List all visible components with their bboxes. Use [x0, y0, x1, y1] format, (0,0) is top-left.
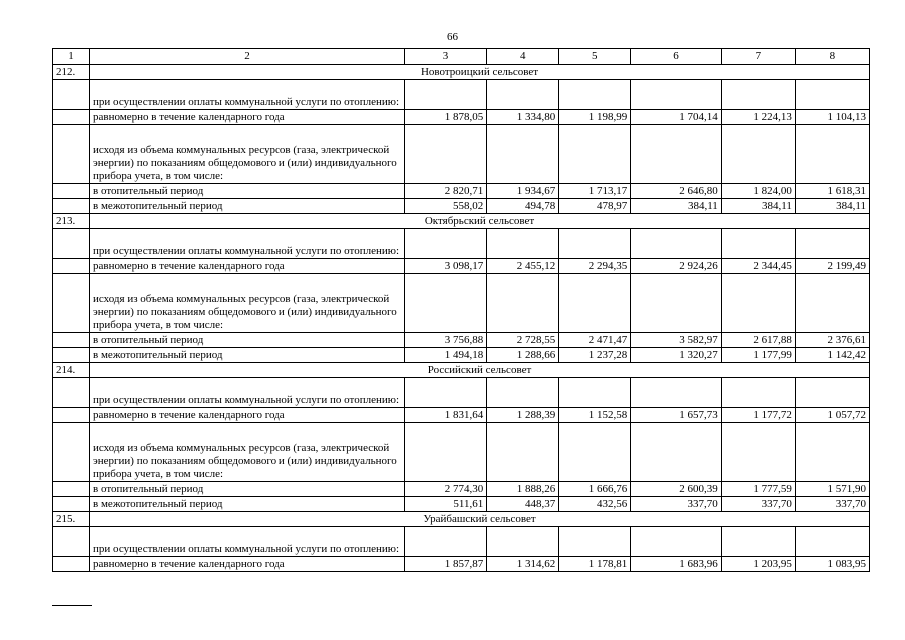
- value-cell: 384,11: [631, 199, 722, 214]
- value-cell: 2 471,47: [559, 333, 631, 348]
- table-row: [53, 80, 870, 110]
- bottom-rule: [52, 605, 92, 606]
- value-cell: [721, 229, 795, 259]
- value-cell: [404, 378, 486, 408]
- value-cell: [631, 378, 722, 408]
- table-row: [53, 482, 870, 497]
- value-cell: [721, 527, 795, 557]
- value-cell: 384,11: [795, 199, 869, 214]
- value-cell: [487, 274, 559, 333]
- table-row: [53, 408, 870, 423]
- value-cell: [487, 80, 559, 110]
- value-cell: [795, 125, 869, 184]
- value-cell: 1 713,17: [559, 184, 631, 199]
- value-cell: 1 494,18: [404, 348, 486, 363]
- value-cell: [487, 378, 559, 408]
- value-cell: 1 224,13: [721, 110, 795, 125]
- row-label: исходя из объема коммунальных ресурсов (газа, электрической энергии) по показаниям общедомового и (или) индивидуального прибора учета, в том числе:: [90, 274, 405, 333]
- value-cell: [631, 527, 722, 557]
- value-cell: 432,56: [559, 497, 631, 512]
- value-cell: 1 824,00: [721, 184, 795, 199]
- value-cell: 1 683,96: [631, 557, 722, 572]
- table-row: [53, 497, 870, 512]
- section-row: [53, 512, 870, 527]
- value-cell: 1 618,31: [795, 184, 869, 199]
- empty-cell: [53, 423, 90, 482]
- value-cell: 384,11: [721, 199, 795, 214]
- section-number: 212.: [53, 65, 90, 80]
- section-number: 213.: [53, 214, 90, 229]
- column-header: 4: [487, 49, 559, 65]
- value-cell: [795, 229, 869, 259]
- value-cell: [795, 274, 869, 333]
- row-label: при осуществлении оплаты коммунальной услуги по отоплению:: [90, 378, 405, 408]
- empty-cell: [53, 125, 90, 184]
- row-label: при осуществлении оплаты коммунальной услуги по отоплению:: [90, 229, 405, 259]
- value-cell: [404, 229, 486, 259]
- value-cell: 3 098,17: [404, 259, 486, 274]
- value-cell: [559, 423, 631, 482]
- table-row: [53, 125, 870, 184]
- column-header: 2: [90, 49, 405, 65]
- row-label: в отопительный период: [90, 184, 405, 199]
- value-cell: [487, 229, 559, 259]
- row-label: равномерно в течение календарного года: [90, 259, 405, 274]
- column-header: 1: [53, 49, 90, 65]
- value-cell: [795, 423, 869, 482]
- value-cell: 1 657,73: [631, 408, 722, 423]
- value-cell: [559, 378, 631, 408]
- value-cell: [559, 274, 631, 333]
- value-cell: 2 455,12: [487, 259, 559, 274]
- header-row: [53, 49, 870, 65]
- value-cell: 2 376,61: [795, 333, 869, 348]
- value-cell: [721, 423, 795, 482]
- value-cell: [487, 527, 559, 557]
- row-label: равномерно в течение календарного года: [90, 408, 405, 423]
- value-cell: [721, 125, 795, 184]
- table-row: [53, 274, 870, 333]
- table-row: [53, 348, 870, 363]
- page-number: 66: [447, 31, 458, 43]
- value-cell: 1 666,76: [559, 482, 631, 497]
- column-header: 3: [404, 49, 486, 65]
- value-cell: [721, 274, 795, 333]
- value-cell: 1 934,67: [487, 184, 559, 199]
- empty-cell: [53, 229, 90, 259]
- row-label: исходя из объема коммунальных ресурсов (газа, электрической энергии) по показаниям общедомового и (или) индивидуального прибора учета, в том числе:: [90, 125, 405, 184]
- value-cell: 494,78: [487, 199, 559, 214]
- value-cell: [559, 80, 631, 110]
- value-cell: 1 178,81: [559, 557, 631, 572]
- value-cell: 1 152,58: [559, 408, 631, 423]
- value-cell: 1 857,87: [404, 557, 486, 572]
- section-row: [53, 65, 870, 80]
- row-label: при осуществлении оплаты коммунальной услуги по отоплению:: [90, 80, 405, 110]
- value-cell: 1 057,72: [795, 408, 869, 423]
- empty-cell: [53, 482, 90, 497]
- value-cell: 1 203,95: [721, 557, 795, 572]
- section-row: [53, 363, 870, 378]
- row-label: исходя из объема коммунальных ресурсов (газа, электрической энергии) по показаниям общедомового и (или) индивидуального прибора учета, в том числе:: [90, 423, 405, 482]
- empty-cell: [53, 557, 90, 572]
- value-cell: 2 820,71: [404, 184, 486, 199]
- value-cell: 1 704,14: [631, 110, 722, 125]
- table-row: [53, 199, 870, 214]
- tariff-table: [52, 48, 870, 572]
- table-row: [53, 229, 870, 259]
- section-number: 215.: [53, 512, 90, 527]
- value-cell: 1 288,39: [487, 408, 559, 423]
- value-cell: 448,37: [487, 497, 559, 512]
- value-cell: 2 617,88: [721, 333, 795, 348]
- row-label: равномерно в течение календарного года: [90, 557, 405, 572]
- value-cell: [559, 229, 631, 259]
- value-cell: 2 774,30: [404, 482, 486, 497]
- value-cell: 2 646,80: [631, 184, 722, 199]
- value-cell: [795, 80, 869, 110]
- row-label: в межотопительный период: [90, 497, 405, 512]
- value-cell: 1 237,28: [559, 348, 631, 363]
- value-cell: [404, 423, 486, 482]
- value-cell: 1 878,05: [404, 110, 486, 125]
- value-cell: 2 294,35: [559, 259, 631, 274]
- value-cell: [631, 80, 722, 110]
- table-row: [53, 378, 870, 408]
- empty-cell: [53, 378, 90, 408]
- value-cell: 337,70: [795, 497, 869, 512]
- value-cell: [721, 80, 795, 110]
- section-name: Новотроицкий сельсовет: [90, 65, 870, 80]
- value-cell: [795, 378, 869, 408]
- section-name: Октябрьский сельсовет: [90, 214, 870, 229]
- value-cell: 1 831,64: [404, 408, 486, 423]
- table-row: [53, 110, 870, 125]
- value-cell: 1 888,26: [487, 482, 559, 497]
- value-cell: 3 582,97: [631, 333, 722, 348]
- table-row: [53, 557, 870, 572]
- value-cell: [795, 527, 869, 557]
- empty-cell: [53, 527, 90, 557]
- value-cell: [404, 125, 486, 184]
- row-label: в межотопительный период: [90, 199, 405, 214]
- value-cell: 1 083,95: [795, 557, 869, 572]
- value-cell: 2 344,45: [721, 259, 795, 274]
- empty-cell: [53, 497, 90, 512]
- table-row: [53, 259, 870, 274]
- value-cell: 1 334,80: [487, 110, 559, 125]
- value-cell: 1 198,99: [559, 110, 631, 125]
- section-number: 214.: [53, 363, 90, 378]
- value-cell: [404, 274, 486, 333]
- value-cell: 511,61: [404, 497, 486, 512]
- value-cell: 337,70: [631, 497, 722, 512]
- value-cell: [631, 125, 722, 184]
- row-label: в отопительный период: [90, 333, 405, 348]
- section-name: Урайбашский сельсовет: [90, 512, 870, 527]
- section-row: [53, 214, 870, 229]
- empty-cell: [53, 199, 90, 214]
- table-row: [53, 423, 870, 482]
- value-cell: [631, 229, 722, 259]
- value-cell: 558,02: [404, 199, 486, 214]
- value-cell: [721, 378, 795, 408]
- value-cell: [559, 527, 631, 557]
- table-row: [53, 333, 870, 348]
- value-cell: [404, 80, 486, 110]
- column-header: 8: [795, 49, 869, 65]
- value-cell: 2 728,55: [487, 333, 559, 348]
- value-cell: [404, 527, 486, 557]
- value-cell: 1 177,72: [721, 408, 795, 423]
- value-cell: 478,97: [559, 199, 631, 214]
- empty-cell: [53, 80, 90, 110]
- value-cell: [631, 423, 722, 482]
- row-label: при осуществлении оплаты коммунальной услуги по отоплению:: [90, 527, 405, 557]
- empty-cell: [53, 408, 90, 423]
- row-label: в отопительный период: [90, 482, 405, 497]
- empty-cell: [53, 348, 90, 363]
- value-cell: [487, 125, 559, 184]
- value-cell: [487, 423, 559, 482]
- value-cell: 1 142,42: [795, 348, 869, 363]
- value-cell: 1 104,13: [795, 110, 869, 125]
- row-label: равномерно в течение календарного года: [90, 110, 405, 125]
- column-header: 5: [559, 49, 631, 65]
- value-cell: [631, 274, 722, 333]
- table-row: [53, 184, 870, 199]
- empty-cell: [53, 110, 90, 125]
- section-name: Российский сельсовет: [90, 363, 870, 378]
- value-cell: 1 777,59: [721, 482, 795, 497]
- value-cell: 1 177,99: [721, 348, 795, 363]
- column-header: 7: [721, 49, 795, 65]
- empty-cell: [53, 274, 90, 333]
- value-cell: 1 314,62: [487, 557, 559, 572]
- table-row: [53, 527, 870, 557]
- value-cell: 3 756,88: [404, 333, 486, 348]
- value-cell: 1 320,27: [631, 348, 722, 363]
- empty-cell: [53, 333, 90, 348]
- value-cell: [559, 125, 631, 184]
- value-cell: 1 288,66: [487, 348, 559, 363]
- row-label: в межотопительный период: [90, 348, 405, 363]
- value-cell: 2 600,39: [631, 482, 722, 497]
- empty-cell: [53, 184, 90, 199]
- value-cell: 2 924,26: [631, 259, 722, 274]
- column-header: 6: [631, 49, 722, 65]
- value-cell: 1 571,90: [795, 482, 869, 497]
- empty-cell: [53, 259, 90, 274]
- value-cell: 2 199,49: [795, 259, 869, 274]
- value-cell: 337,70: [721, 497, 795, 512]
